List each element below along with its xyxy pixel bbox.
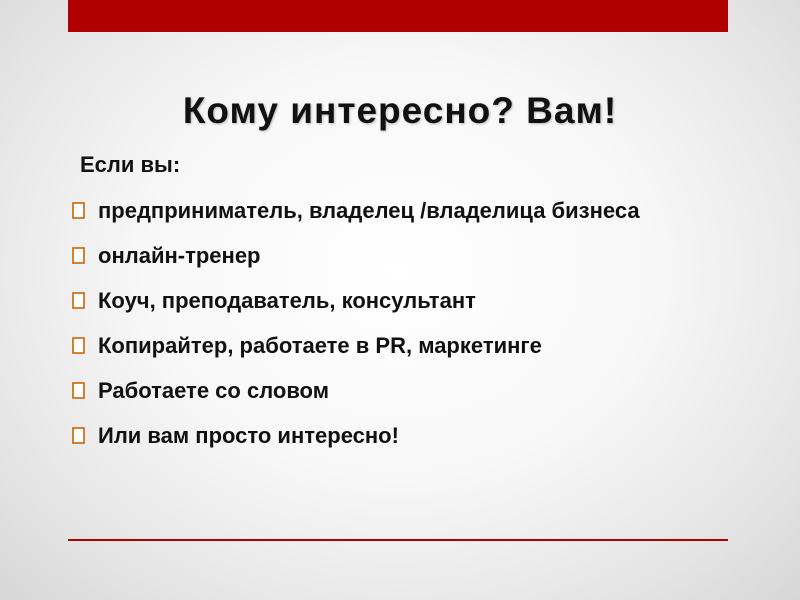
bullet-icon xyxy=(72,292,85,309)
list-item xyxy=(72,376,712,406)
list-item xyxy=(72,241,712,271)
bullet-icon xyxy=(72,202,85,219)
list-item xyxy=(72,331,712,361)
list-item-text: Работаете со словом xyxy=(98,378,329,403)
bottom-divider xyxy=(68,539,728,541)
bullet-icon xyxy=(72,337,85,354)
top-accent-bar xyxy=(68,0,728,32)
slide-title: Кому интересно? Вам! xyxy=(182,90,618,131)
list-item xyxy=(72,421,712,451)
bullet-icon xyxy=(72,382,85,399)
intro-text: Если вы: xyxy=(80,152,181,177)
list-item-text: предприниматель, владелец /владелица бизнеса xyxy=(98,198,640,223)
bullet-list xyxy=(72,196,712,466)
list-item xyxy=(72,196,712,226)
bullet-icon xyxy=(72,247,85,264)
list-item-text: Или вам просто интересно! xyxy=(98,423,399,448)
list-item-text: Копирайтер, работаете в PR, маркетинге xyxy=(98,333,542,358)
list-item-text: онлайн-тренер xyxy=(98,243,261,268)
bullet-icon xyxy=(72,427,85,444)
list-item-text: Коуч, преподаватель, консультант xyxy=(98,288,476,313)
list-item xyxy=(72,286,712,316)
